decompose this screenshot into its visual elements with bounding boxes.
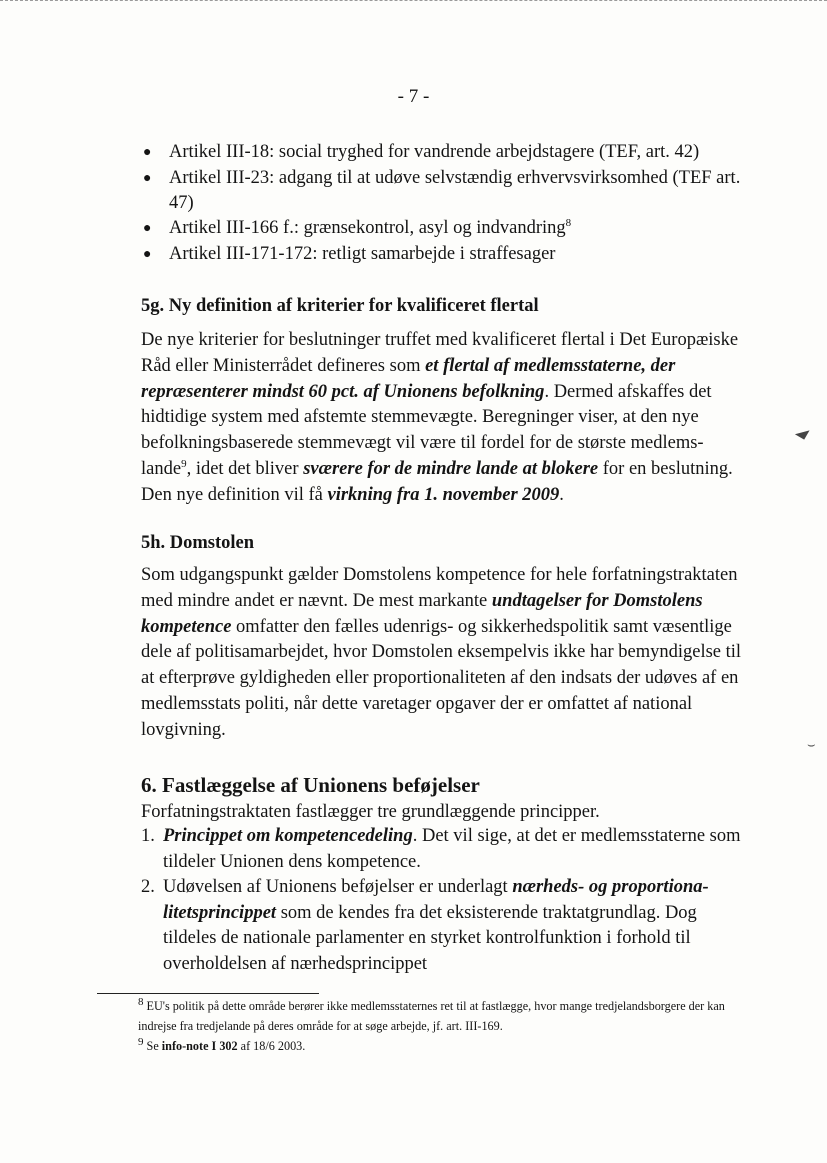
text-run: De nye kriterier for beslutninger truffet med kvalificeret flertal i Det Europæiske Råd eller Ministerrådet defineres som (141, 330, 739, 376)
section-5g-paragraph (141, 328, 747, 509)
text-run: , idet det bliver (186, 458, 304, 479)
footnote (138, 996, 758, 1036)
text-run: Som udgangspunkt gælder Domstolens kompetence for hele forfatningstraktaten med mindre andet er nævnt. De mest markante (141, 565, 738, 611)
text-run: som de kendes fra det eksisterende traktatgrundlag. Dog tildeles de nationale parlamenter en styrket kontrolfunktion i forhold til overholdelsen af nærhedsprincippet (163, 902, 697, 974)
scan-mark: ◢ (793, 422, 812, 442)
page-number: - 7 - (397, 86, 430, 107)
text-run: for en beslutning. Den nye definition vil få (141, 458, 733, 505)
footnote-ref: 9 (181, 457, 187, 470)
footnote (138, 1036, 758, 1056)
section-5h-paragraph (141, 563, 747, 744)
list-item-text: Artikel III-171-172: retligt samarbejde i straffesager (169, 243, 556, 264)
text-run: omfatter den fælles udenrigs- og sikkerhedspolitik samt væsentlige dele af politisamarbejdet, hvor Domstolen eksempelvis ikke har bemyndigelse til at efterprøve gyldigheden eller proportionaliteten af den indsats der udøves af en medlemsstats politi, når dette varetager opgaver der er omfattet af national lovgivning. (141, 616, 742, 740)
list-item (141, 824, 747, 875)
bullet-icon: ● (143, 246, 152, 262)
footnote-text: af 18/6 2003. (237, 1039, 306, 1053)
list-item (143, 140, 743, 165)
footnote-number: 8 (138, 995, 144, 1008)
text-run: . Det vil sige, at det er medlemsstaterne som tildeler Unionen dens kompetence. (163, 826, 741, 872)
text-run: Udøvelsen af Unionens beføjelser er underlagt (163, 877, 513, 897)
list-number: 2. (141, 877, 155, 897)
emphasis-text: virkning fra 1. november 2009 (327, 484, 560, 505)
section-6-heading: 6. Fastlæggelse af Unionens beføjelser (141, 773, 480, 797)
scan-edge (0, 0, 827, 1)
list-item-text: Artikel III-23: adgang til at udøve selvstændig erhvervsvirksomhed (TEF art. 47) (169, 167, 741, 213)
footnotes (138, 996, 758, 1056)
text-run: . Dermed afskaffes det hidtidige system med afstemte stemmevægte. Beregninger viser, at den nye befolkningsbaserede stemmevægt vil være til fordel for de største medlemslande (141, 381, 712, 479)
footnote-reference: info-note I 302 (161, 1039, 238, 1053)
bullet-icon: ● (143, 145, 152, 160)
list-item (143, 216, 743, 241)
list-item (141, 875, 747, 977)
footnote-text: Se (143, 1039, 162, 1053)
list-item-text: Artikel III-166 f.: grænsekontrol, asyl og indvandring (169, 218, 566, 238)
footnote-ref: 8 (565, 216, 572, 229)
list-item (143, 166, 743, 216)
section-5g-heading: 5g. Ny definition af kriterier for kvalificeret flertal (141, 296, 539, 316)
footnote-text: EU's politik på dette område berører ikke medlemsstaternes ret til at fastlægge, hvor mange tredjelandsborgere der kan indrejse fra tredjelande på deres område for at søge arbejde, jf. art. III-169. (138, 999, 725, 1033)
principles-list (141, 824, 747, 977)
emphasis-text: Princippet om kompetencedeling (163, 826, 413, 846)
section-5h-heading: 5h. Domstolen (141, 533, 255, 553)
list-number: 1. (141, 826, 155, 846)
text-run: . (559, 484, 564, 505)
article-bullet-list (143, 140, 743, 267)
emphasis-text: sværere for de mindre lande at blokere (303, 458, 599, 479)
scan-mark: ⌣ (807, 738, 816, 753)
list-item (143, 242, 743, 267)
list-item-text: Artikel III-18: social tryghed for vandrende arbejdstagere (TEF, art. 42) (169, 142, 700, 162)
emphasis-text: undtagelser for Domstolens kompetence (141, 590, 703, 637)
section-6-intro: Forfatningstraktaten fastlægger tre grundlæggende principper. (141, 802, 600, 822)
bullet-icon: ● (143, 170, 152, 186)
emphasis-text: et flertal af medlemsstaterne, der repræsenterer mindst 60 pct. af Unionens befolkning (141, 355, 676, 402)
footnote-number: 9 (138, 1035, 144, 1048)
bullet-icon: ● (143, 221, 152, 236)
emphasis-text: nærheds- og proportionalitetsprincippet (163, 877, 709, 923)
footnote-divider (97, 993, 319, 994)
